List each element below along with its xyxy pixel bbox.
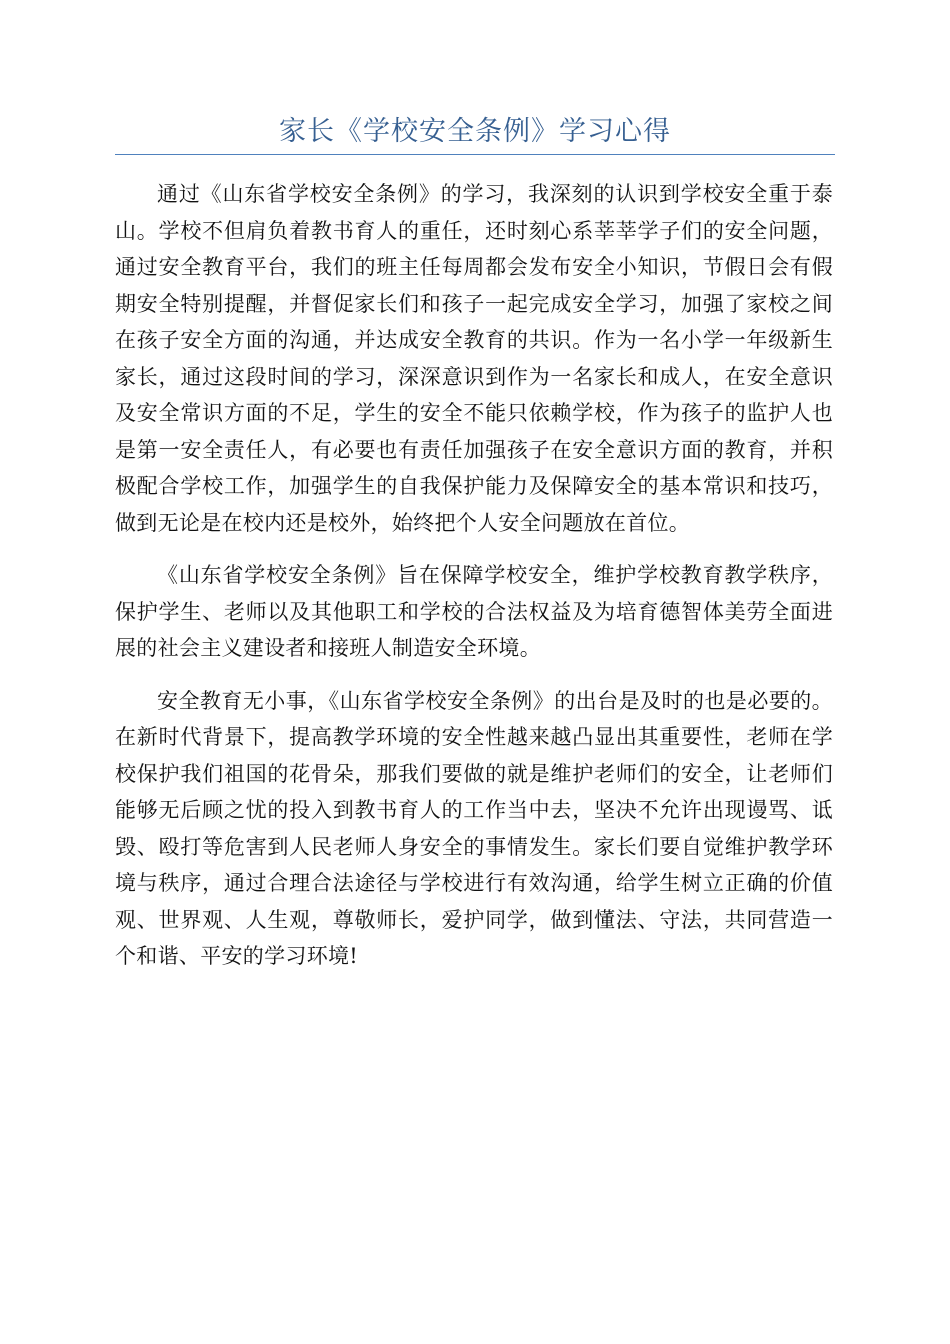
paragraph-1: 通过《山东省学校安全条例》的学习，我深刻的认识到学校安全重于泰山。学校不但肩负着教书育人的重任，还时刻心系莘莘学子们的安全问题，通过安全教育平台，我们的班主任每周都会发布安全小知识，节假日会有假期安全特别提醒，并督促家长们和孩子一起完成安全学习，加强了家校之间在孩子安全方面的沟通，并达成安全教育的共识。作为一名小学一年级新生家长，通过这段时间的学习，深深意识到作为一名家长和成人，在安全意识及安全常识方面的不足，学生的安全不能只依赖学校，作为孩子的监护人也是第一安全责任人，有必要也有责任加强孩子在安全意识方面的教育，并积极配合学校工作，加强学生的自我保护能力及保障安全的基本常识和技巧，做到无论是在校内还是校外，始终把个人安全问题放在首位。 (115, 182, 833, 535)
paragraph-2: 《山东省学校安全条例》旨在保障学校安全，维护学校教育教学秩序，保护学生、老师以及其他职工和学校的合法权益及为培育德智体美劳全面进展的社会主义建设者和接班人制造安全环境。 (115, 563, 833, 660)
paragraph-3: 安全教育无小事，《山东省学校安全条例》的出台是及时的也是必要的。在新时代背景下，提高教学环境的安全性越来越凸显出其重要性，老师在学校保护我们祖国的花骨朵，那我们要做的就是维护老师们的安全，让老师们能够无后顾之忧的投入到教书育人的工作当中去，坚决不允许出现谩骂、诋毁、殴打等危害到人民老师人身安全的事情发生。家长们要自觉维护教学环境与秩序，通过合理合法途径与学校进行有效沟通，给学生树立正确的价值观、世界观、人生观，尊敬师长，爱护同学，做到懂法、守法，共同营造一个和谐、平安的学习环境! (115, 688, 833, 968)
title-underline (115, 154, 835, 155)
document-title: 家长《学校安全条例》学习心得 (279, 116, 671, 147)
document-body (115, 176, 833, 991)
